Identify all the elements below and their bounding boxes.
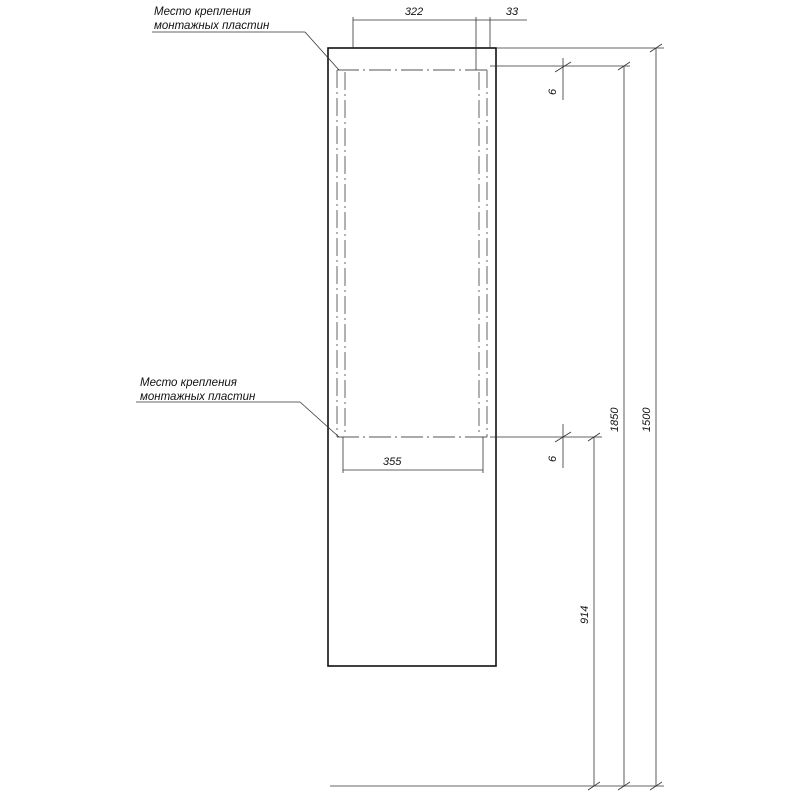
dim-6-lower-text: 6 xyxy=(547,455,559,462)
dim-6-upper-text: 6 xyxy=(547,88,559,95)
dim-1500-text: 1500 xyxy=(641,407,653,432)
plate-width-dimension xyxy=(343,437,483,473)
mounting-plate-frame xyxy=(337,70,490,437)
dim-1850-text: 1850 xyxy=(609,407,621,432)
dim-322-text: 322 xyxy=(404,6,424,18)
dim-914-text: 914 xyxy=(579,605,591,624)
bottom-mount-label-line2: монтажных пластин xyxy=(140,391,256,403)
dim-355-text: 355 xyxy=(383,456,402,468)
cabinet-outline xyxy=(328,48,496,666)
top-dimension-lines xyxy=(353,17,527,70)
top-mount-label-line1: Место крепления xyxy=(154,6,251,18)
bottom-mount-leader xyxy=(136,402,339,437)
dim-33-text: 33 xyxy=(505,6,519,18)
top-mount-label-line2: монтажных пластин xyxy=(154,20,270,32)
bottom-mount-label-line1: Место крепления xyxy=(140,377,237,389)
top-mount-leader xyxy=(152,32,339,70)
